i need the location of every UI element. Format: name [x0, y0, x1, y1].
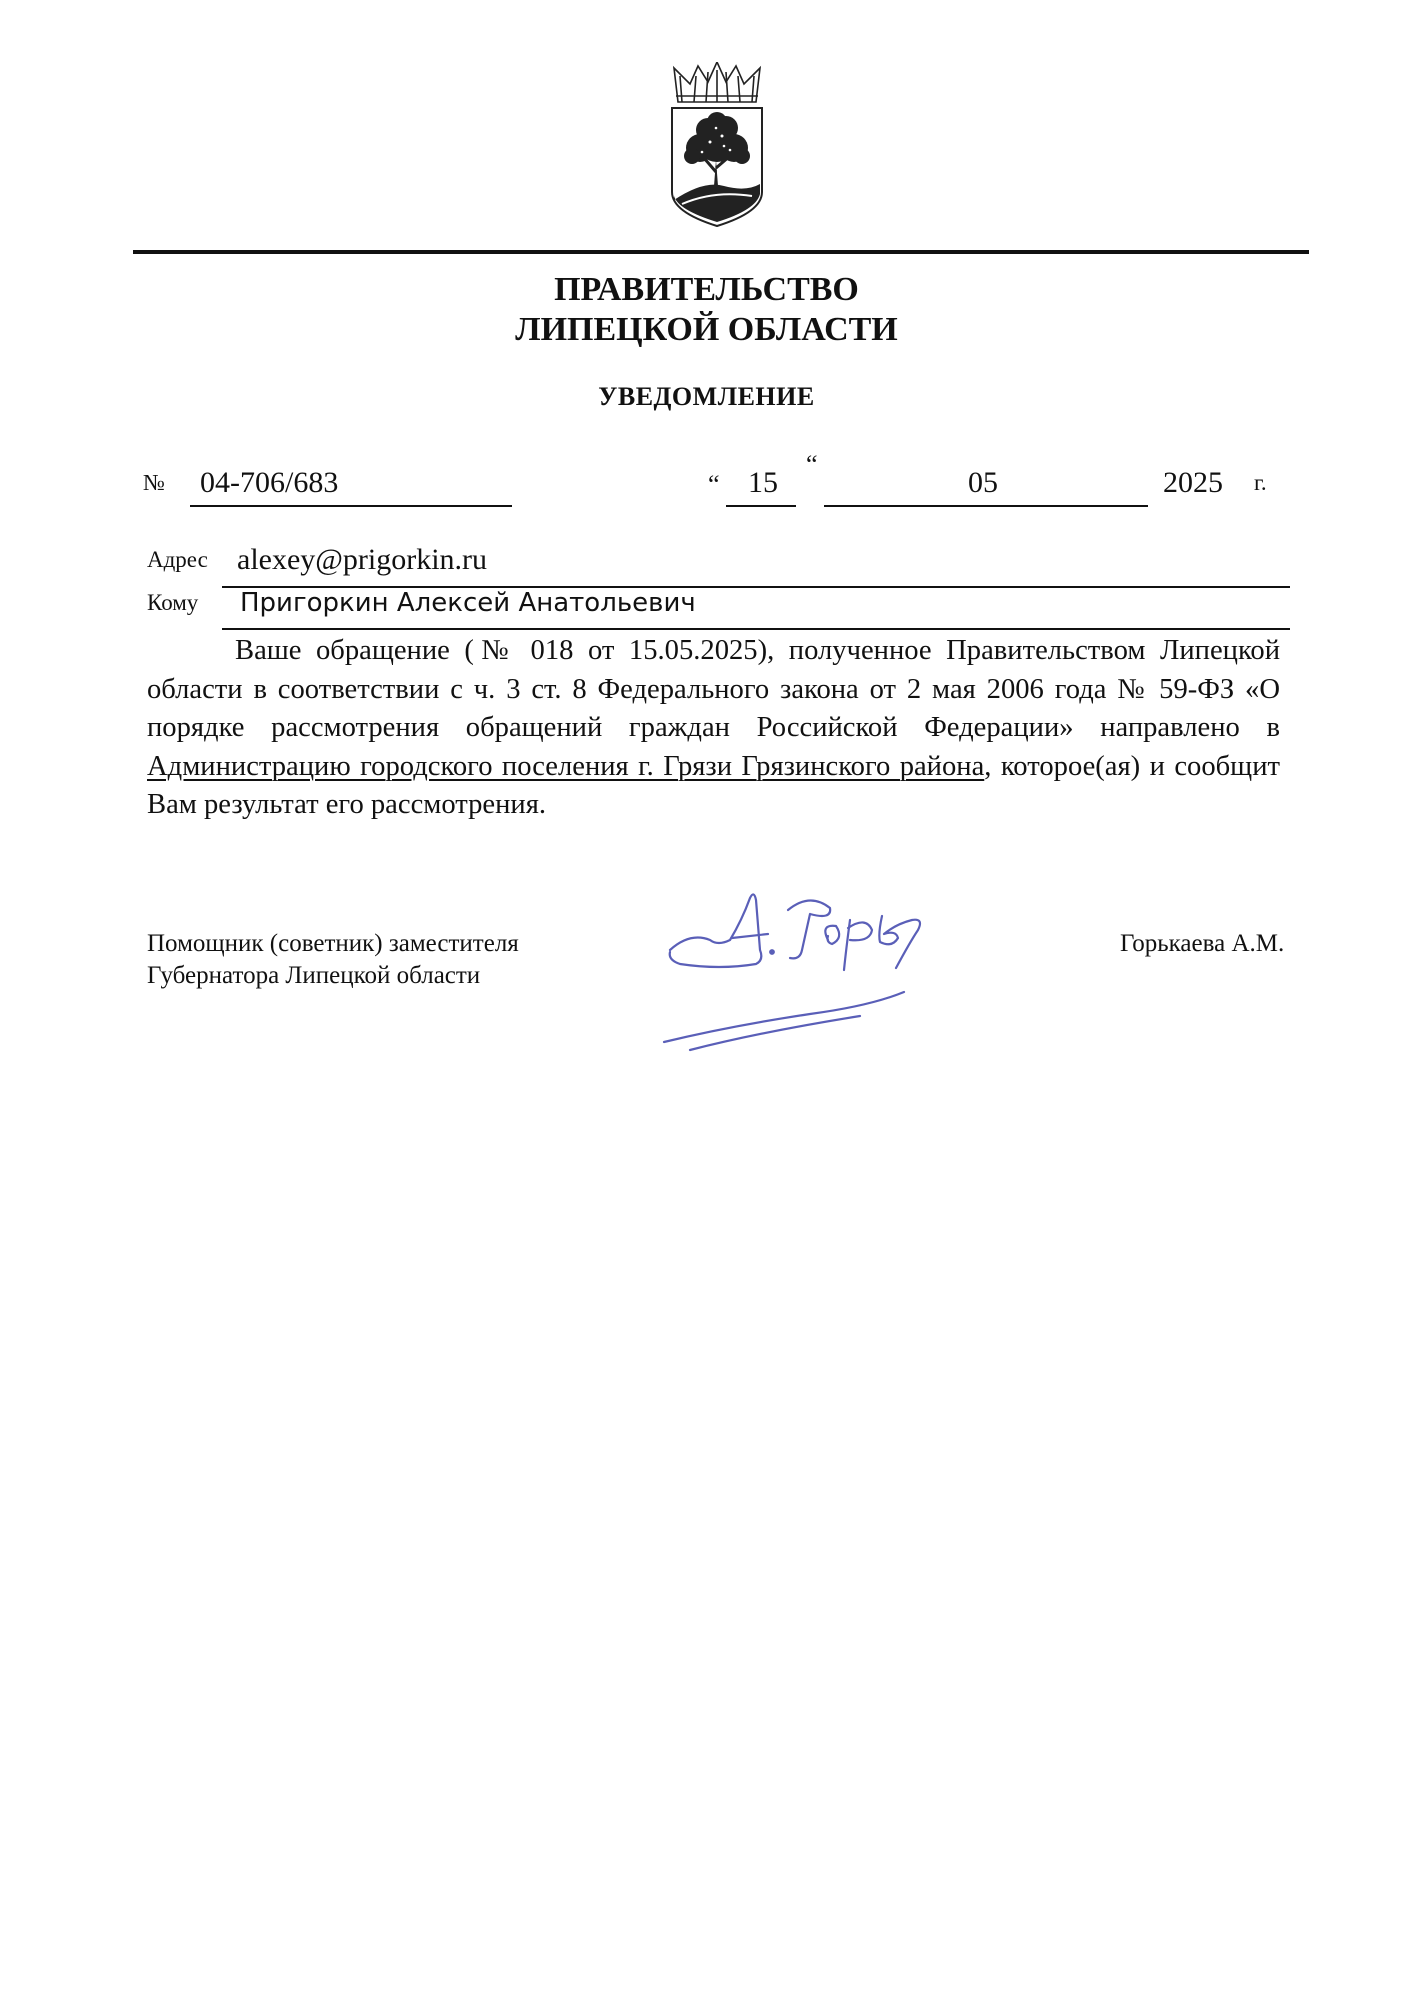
signer-position-line1: Помощник (советник) заместителя: [147, 930, 519, 957]
day-underline: [726, 505, 796, 507]
close-quote: “: [806, 450, 818, 479]
registration-number-underline: [190, 505, 512, 507]
signer-position-line2: Губернатора Липецкой области: [147, 962, 481, 989]
address-label: Адрес: [147, 547, 208, 572]
notification-body: [147, 632, 1280, 825]
organization-title-line1: ПРАВИТЕЛЬСТВО: [554, 271, 859, 308]
year-suffix: г.: [1254, 470, 1267, 495]
body-text-start: Ваше обращение (№ 018 от 15.05.2025), полученное Правительством Липецкой области в соответствии с ч. 3 ст. 8 Федерального закона от 2 мая 2006 года № 59-ФЗ «О порядке рассмотрения обращений граждан Российской Федерации» направлено в: [147, 635, 1280, 743]
number-label: №: [143, 470, 165, 495]
registration-day: 15: [748, 466, 778, 499]
handwritten-signature-icon: [660, 880, 930, 1055]
month-underline: [824, 505, 1148, 507]
recipient-underline: [222, 628, 1290, 630]
to-label: Кому: [147, 590, 199, 615]
document-type: УВЕДОМЛЕНИЕ: [598, 382, 815, 411]
coat-of-arms-icon: [664, 62, 770, 228]
registration-year: 2025: [1163, 466, 1223, 499]
recipient-address: alexey@prigorkin.ru: [237, 543, 488, 576]
header-divider: [133, 250, 1309, 254]
signer-name: Горькаева А.М.: [1120, 930, 1285, 957]
organization-title-line2: ЛИПЕЦКОЙ ОБЛАСТИ: [515, 311, 898, 348]
open-quote: “: [708, 470, 720, 499]
registration-month: 05: [968, 466, 998, 499]
recipient-organization: Администрацию городского поселения г. Грязи Грязинского района: [147, 750, 985, 782]
registration-number: 04-706/683: [200, 466, 339, 499]
body-text-end: , которое(ая) и сообщит Вам результат его рассмотрения.: [147, 750, 1280, 820]
recipient-name: Пригоркин Алексей Анатольевич: [240, 588, 696, 618]
